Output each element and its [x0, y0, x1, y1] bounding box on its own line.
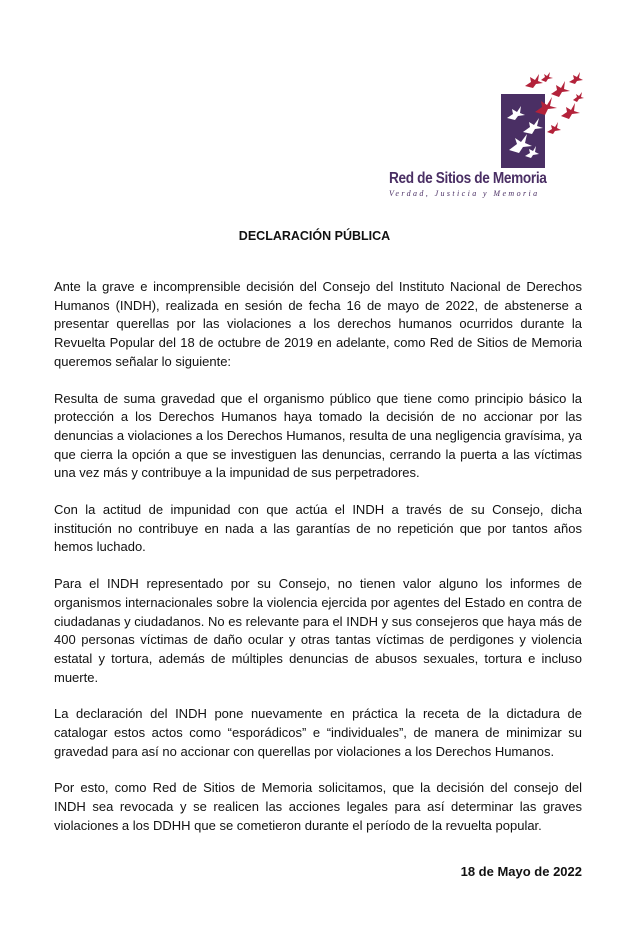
paragraph-2: Resulta de suma gravedad que el organismo público que tiene como principio básico la protección a los Derechos Humanos haya tomado la decisión de no accionar por las denuncias a violaciones a los Derechos Humanos, resulta de una negligencia gravísima, ya que cierra la opción a que se investiguen las denuncias, cerrando la puerta a las víctimas una vez más y contribuye a la impunidad de sus perpetradores. — [54, 390, 582, 481]
doves-logo-icon — [495, 72, 585, 172]
paragraph-3: Con la actitud de impunidad con que actúa el INDH a través de su Consejo, dicha institución no contribuye en nada a las garantías de no repetición que por tantos años hemos luchado. — [54, 502, 582, 555]
paragraph-4: Para el INDH representado por su Consejo, no tienen valor alguno los informes de organismos internacionales sobre la violencia ejercida por agentes del Estado en contra de ciudadanas y ciudadanos. No es relevante para el INDH y sus consejeros que haya más de 400 personas víctimas de daño ocular y otras tantas víctimas de perdigones y violencia estatal y tortura, además de múltiples denuncias de abusos sexuales, tortura e incluso muerte. — [54, 576, 582, 685]
paragraph-5: La declaración del INDH pone nuevamente en práctica la receta de la dictadura de catalogar estos actos como “esporádicos” e “individuales”, de manera de minimizar su gravedad para así no accionar con querellas por violaciones a los Derechos Humanos. — [54, 706, 582, 759]
document-body — [54, 278, 582, 836]
organization-logo — [385, 72, 585, 204]
document-title: DECLARACIÓN PÚBLICA — [238, 229, 391, 243]
paragraph-6: Por esto, como Red de Sitios de Memoria solicitamos, que la decisión del consejo del INDH sea revocada y se realicen las acciones legales para así determinar las graves violaciones a los DDHH que se cometieron durante el período de la revuelta popular. — [54, 780, 582, 833]
logo-organization-name: Red de Sitios de Memoria — [389, 170, 547, 187]
document-date: 18 de Mayo de 2022 — [460, 864, 582, 879]
paragraph-1: Ante la grave e incomprensible decisión del Consejo del Instituto Nacional de Derechos Humanos (INDH), realizada en sesión de fecha 16 de mayo de 2022, de abstenerse a presentar querellas por las violaciones a los derechos humanos ocurridos durante la Revuelta Popular del 18 de octubre de 2019 en adelante, como Red de Sitios de Memoria queremos señalar lo siguiente: — [54, 279, 582, 369]
logo-tagline: Verdad, Justicia y Memoria — [389, 189, 540, 198]
